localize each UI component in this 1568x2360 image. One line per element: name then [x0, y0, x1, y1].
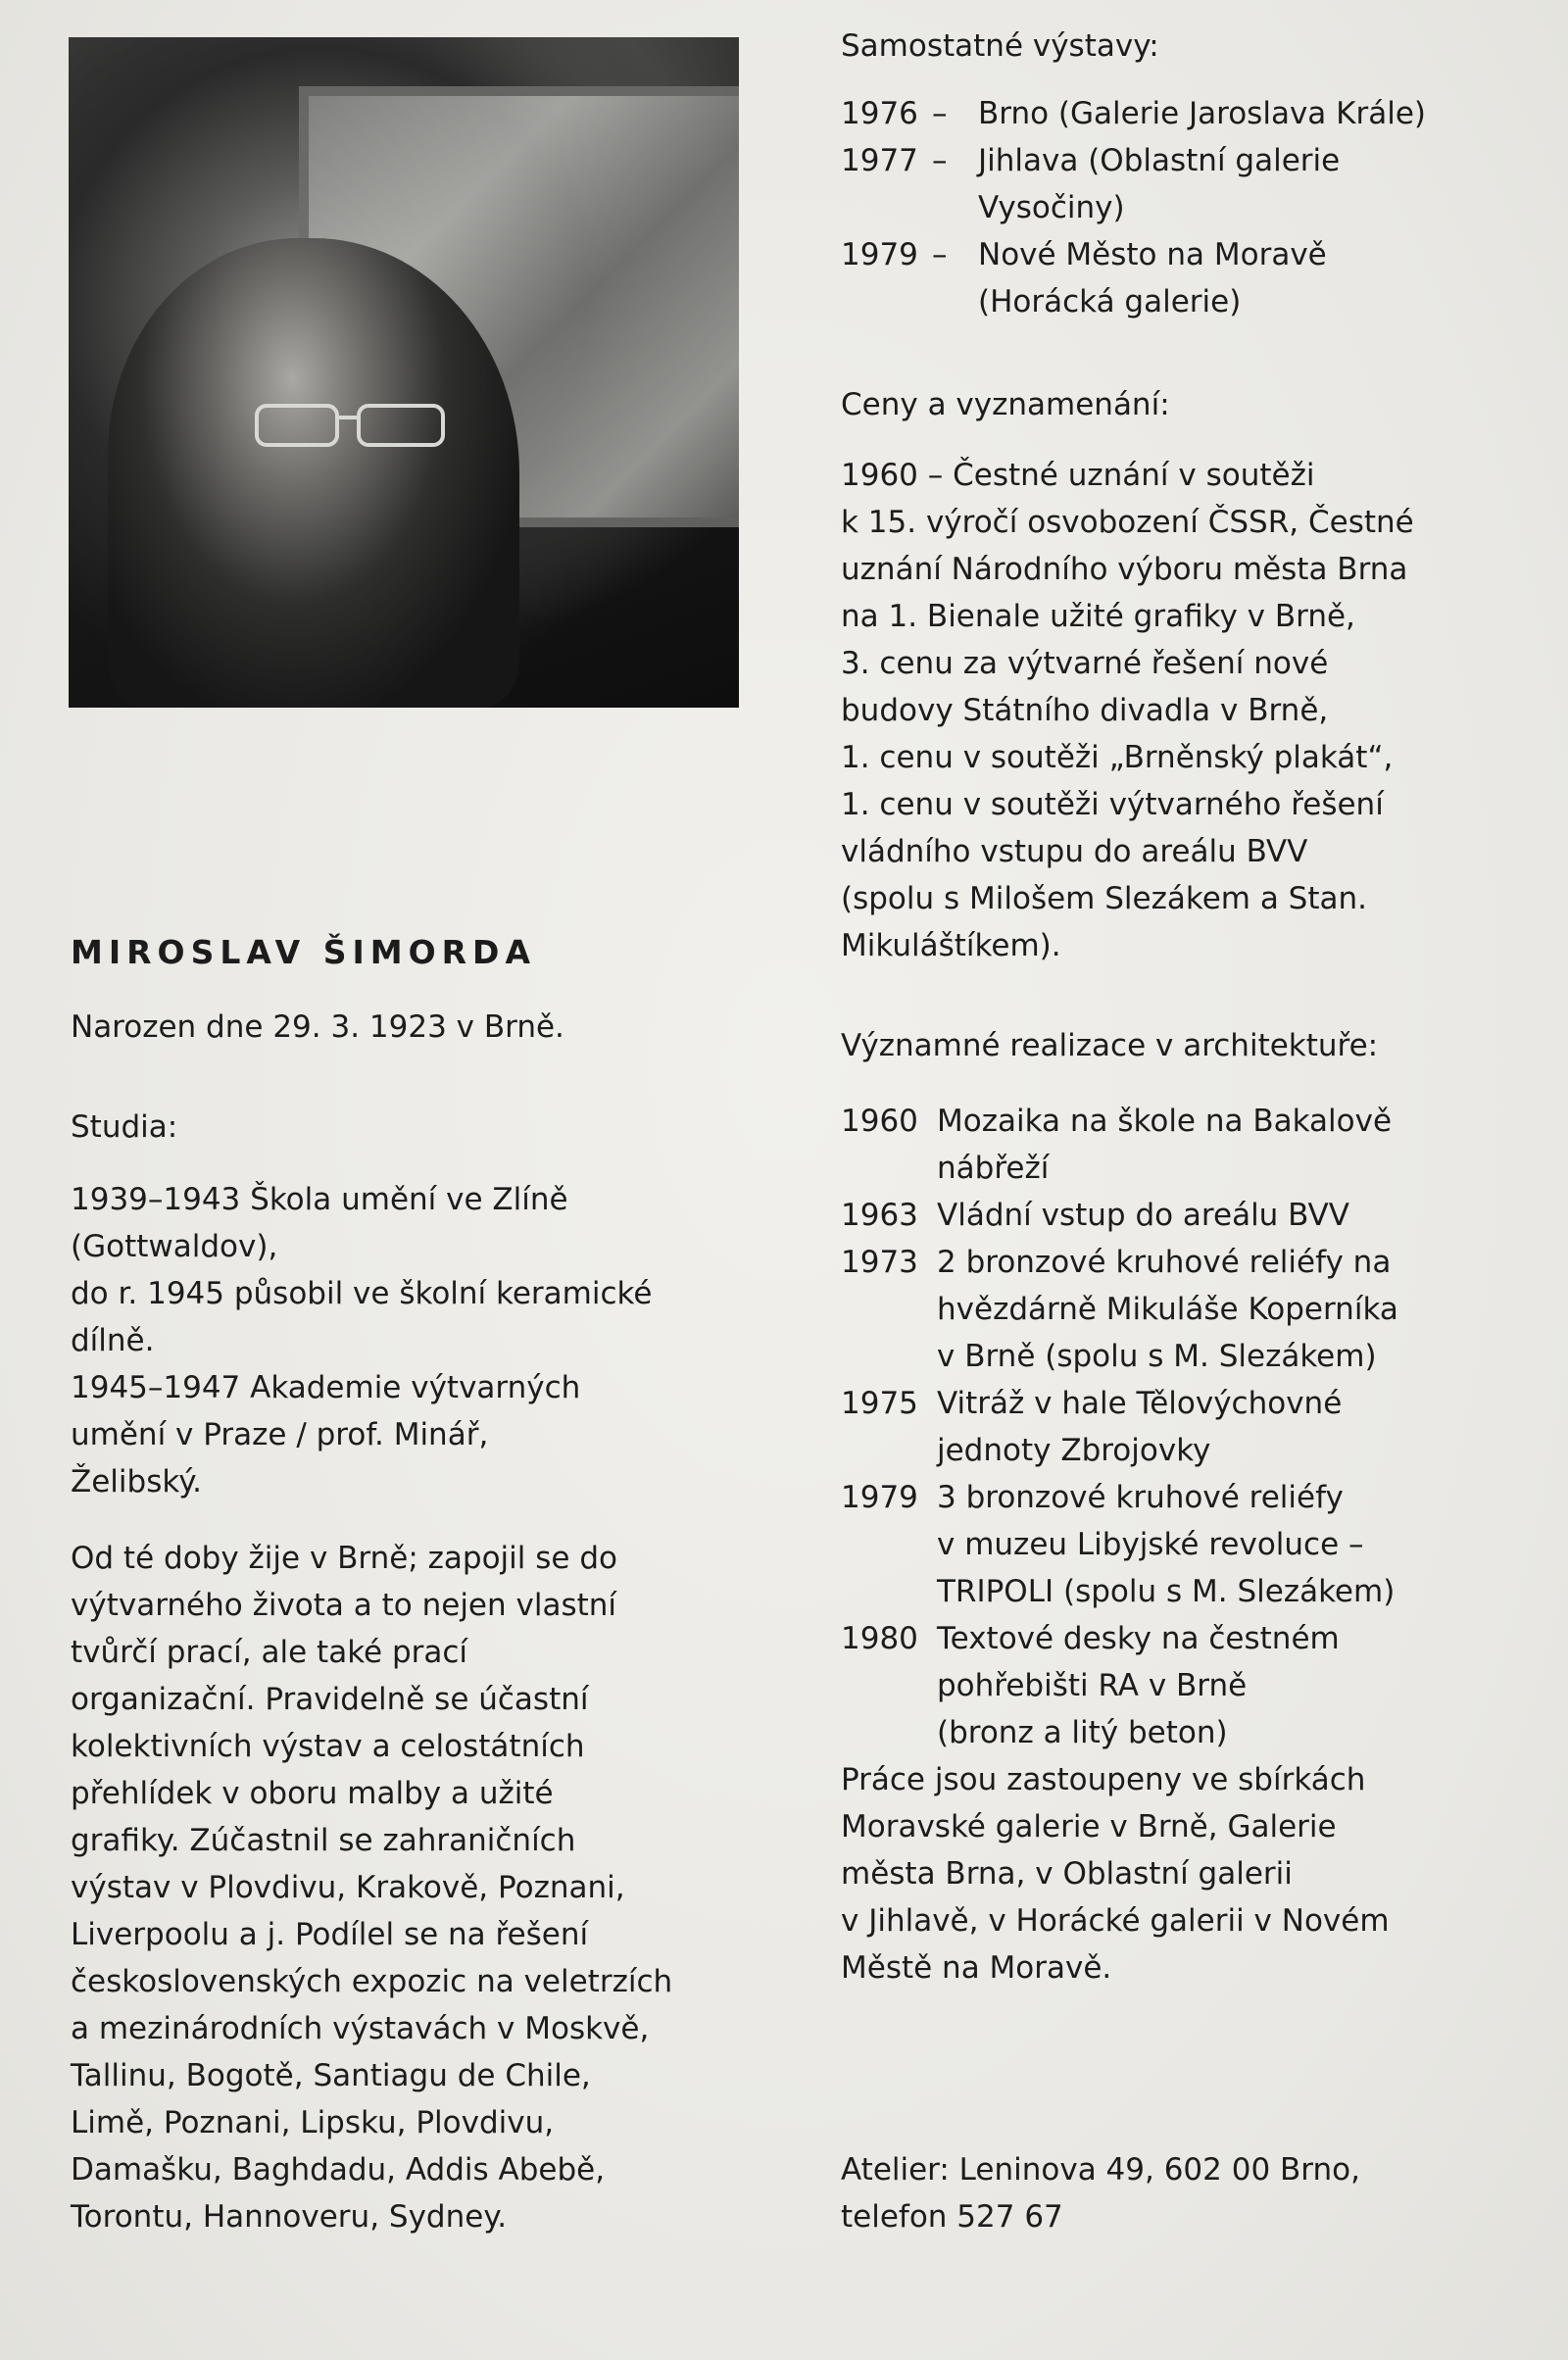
entry-text: Nové Město na Moravě	[978, 237, 1327, 272]
awards-line: 1960 – Čestné uznání v soutěži	[841, 458, 1315, 493]
studies-line: do r. 1945 působil ve školní keramické	[71, 1276, 653, 1311]
entry-text: pohřebišti RA v Brně	[937, 1668, 1248, 1703]
entry-text: nábřeží	[937, 1151, 1050, 1186]
entry-text: Vládní vstup do areálu BVV	[937, 1198, 1349, 1233]
bio-line: organizační. Pravidelně se účastní	[71, 1682, 589, 1717]
studies-line: umění v Praze / prof. Minář,	[71, 1417, 489, 1452]
bio-line: přehlídek v oboru malby a užité	[71, 1776, 554, 1811]
entry-year: 1979	[841, 237, 918, 272]
entry-text: Textové desky na čestném	[937, 1621, 1340, 1656]
entry-year: 1963	[841, 1198, 918, 1233]
collections-line: Moravské galerie v Brně, Galerie	[841, 1809, 1337, 1844]
entry-year: 1960	[841, 1104, 918, 1139]
collections-line: Práce jsou zastoupeny ve sbírkách	[841, 1762, 1366, 1797]
bio-line: výstav v Plovdivu, Krakově, Poznani,	[71, 1870, 625, 1905]
studies-heading: Studia:	[71, 1109, 178, 1145]
awards-line: budovy Státního divadla v Brně,	[841, 693, 1329, 728]
entry-text: Brno (Galerie Jaroslava Krále)	[978, 96, 1426, 131]
awards-heading: Ceny a vyznamenání:	[841, 387, 1170, 422]
entry-year: 1979	[841, 1480, 918, 1515]
artist-name-heading: MIROSLAV ŠIMORDA	[71, 933, 536, 971]
entry-text: 2 bronzové kruhové reliéfy na	[937, 1245, 1392, 1280]
studies-line: 1939–1943 Škola umění ve Zlíně	[71, 1182, 568, 1217]
entry-text: v muzeu Libyjské revoluce –	[937, 1527, 1364, 1562]
contact-line: telefon 527 67	[841, 2199, 1063, 2235]
studies-line: 1945–1947 Akademie výtvarných	[71, 1370, 581, 1405]
glasses-shape	[253, 402, 449, 451]
entry-year: 1975	[841, 1386, 918, 1421]
awards-line: vládního vstupu do areálu BVV	[841, 834, 1308, 869]
collections-line: v Jihlavě, v Horácké galerii v Novém	[841, 1903, 1390, 1939]
artist-portrait-photo	[69, 37, 739, 708]
bio-line: výtvarného života a to nejen vlastní	[71, 1588, 617, 1623]
solo-exhibitions-heading: Samostatné výstavy:	[841, 28, 1159, 64]
studies-line: (Gottwaldov),	[71, 1229, 278, 1264]
entry-text: hvězdárně Mikuláše Koperníka	[937, 1292, 1398, 1327]
birth-line: Narozen dne 29. 3. 1923 v Brně.	[71, 1009, 564, 1045]
awards-line: na 1. Bienale užité grafiky v Brně,	[841, 599, 1355, 634]
awards-line: (spolu s Milošem Slezákem a Stan.	[841, 881, 1368, 916]
bio-line: Damašku, Baghdadu, Addis Abebě,	[71, 2152, 606, 2188]
entry-text: v Brně (spolu s M. Slezákem)	[937, 1339, 1377, 1374]
bio-line: československých expozic na veletrzích	[71, 1964, 673, 1999]
entry-text: (bronz a litý beton)	[937, 1715, 1228, 1750]
entry-text: Vitráž v hale Tělovýchovné	[937, 1386, 1343, 1421]
bio-line: Liverpoolu a j. Podílel se na řešení	[71, 1917, 589, 1952]
architecture-heading: Významné realizace v architektuře:	[841, 1028, 1379, 1063]
bio-line: tvůrčí prací, ale také prací	[71, 1635, 468, 1670]
awards-line: k 15. výročí osvobození ČSSR, Čestné	[841, 505, 1414, 540]
entry-text: (Horácká galerie)	[978, 284, 1242, 320]
bio-line: Tallinu, Bogotě, Santiagu de Chile,	[71, 2058, 591, 2093]
bio-line: a mezinárodních výstavách v Moskvě,	[71, 2011, 650, 2046]
entry-text: jednoty Zbrojovky	[937, 1433, 1211, 1468]
bio-line: grafiky. Zúčastnil se zahraničních	[71, 1823, 576, 1858]
studies-line: dílně.	[71, 1323, 155, 1358]
awards-line: uznání Národního výboru města Brna	[841, 552, 1408, 587]
entry-text: Vysočiny)	[978, 190, 1125, 225]
entry-text: 3 bronzové kruhové reliéfy	[937, 1480, 1344, 1515]
entry-year: 1973	[841, 1245, 918, 1280]
bio-line: kolektivních výstav a celostátních	[71, 1729, 585, 1764]
bio-line: Limě, Poznani, Lipsku, Plovdivu,	[71, 2105, 555, 2140]
collections-line: města Brna, v Oblastní galerii	[841, 1856, 1293, 1892]
collections-line: Městě na Moravě.	[841, 1950, 1112, 1986]
contact-line: Atelier: Leninova 49, 602 00 Brno,	[841, 2152, 1360, 2188]
entry-year: 1977	[841, 143, 918, 178]
entry-dash: –	[932, 96, 948, 131]
entry-dash: –	[932, 237, 948, 272]
awards-line: 3. cenu za výtvarné řešení nové	[841, 646, 1329, 681]
awards-line: Mikuláštíkem).	[841, 928, 1061, 963]
awards-line: 1. cenu v soutěži „Brněnský plakát“,	[841, 740, 1394, 775]
entry-text: Mozaika na škole na Bakalově	[937, 1104, 1393, 1139]
entry-text: TRIPOLI (spolu s M. Slezákem)	[937, 1574, 1396, 1609]
bio-line: Torontu, Hannoveru, Sydney.	[71, 2199, 508, 2235]
artist-figure	[108, 238, 519, 708]
entry-dash: –	[932, 143, 948, 178]
entry-year: 1980	[841, 1621, 918, 1656]
awards-line: 1. cenu v soutěži výtvarného řešení	[841, 787, 1384, 822]
entry-text: Jihlava (Oblastní galerie	[978, 143, 1341, 178]
studies-line: Želibský.	[71, 1464, 202, 1500]
bio-line: Od té doby žije v Brně; zapojil se do	[71, 1541, 617, 1576]
entry-year: 1976	[841, 96, 918, 131]
